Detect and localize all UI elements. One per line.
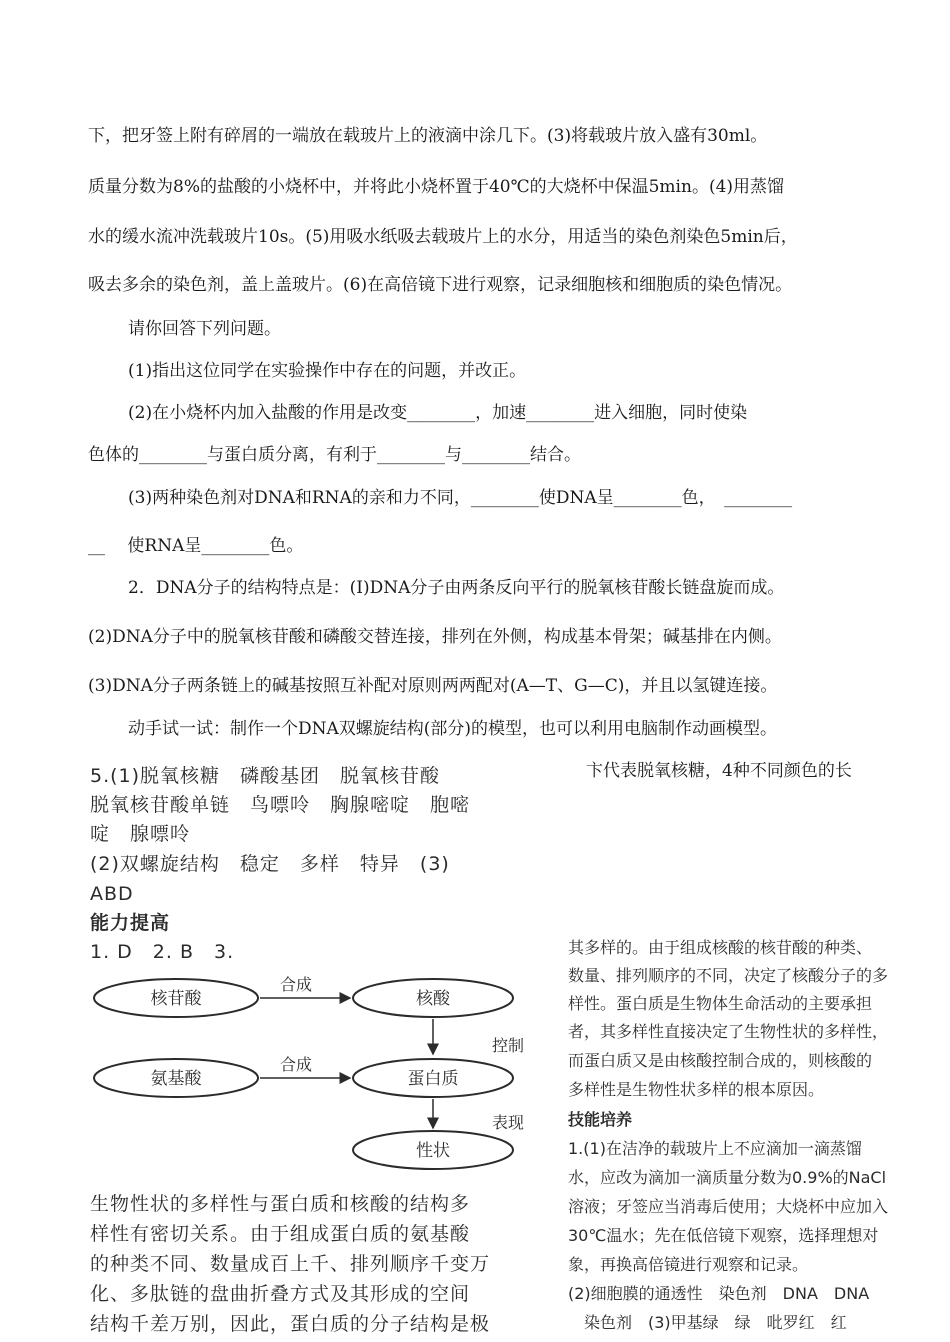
text-line: (3)DNA分子两条链上的碱基按照互补配对原则两两配对(A—T、G—C)，并且以氢键连接。 xyxy=(88,676,778,696)
answer-line: (2)细胞膜的通透性 染色剂 DNA DNA xyxy=(568,1284,870,1303)
text-line: 吸去多余的染色剂，盖上盖玻片。(6)在高倍镜下进行观察，记录细胞核和细胞质的染色情况。 xyxy=(88,275,793,295)
text-line: 质量分数为8%的盐酸的小烧杯中，并将此小烧杯置于40℃的大烧杯中保温5min。(4)用蒸馏 xyxy=(88,177,785,197)
answer-line: 30℃温水；先在低倍镜下观察，选择理想对 xyxy=(568,1226,879,1245)
label-synth-2: 合成 xyxy=(279,1055,313,1074)
answer-line: 化、多肽链的盘曲折叠方式及其形成的空间 xyxy=(90,1283,471,1305)
section-heading: 能力提高 xyxy=(90,912,171,934)
question-1: (1)指出这位同学在实验操作中存在的问题，并改正。 xyxy=(128,361,527,381)
label-synth-1: 合成 xyxy=(279,975,313,994)
label-control: 控制 xyxy=(491,1036,525,1055)
answer-line: 1. D 2. B 3. xyxy=(90,941,235,963)
text-line: 2．DNA分子的结构特点是：(I)DNA分子由两条反向平行的脱氧核苷酸长链盘旋而成。 xyxy=(128,578,785,598)
answer-line: 的种类不同、数量成百上千、排列顺序千变万 xyxy=(90,1253,491,1275)
question-2-line-1: (2)在小烧杯内加入盐酸的作用是改变________，加速________进入细胞，同时使染 xyxy=(128,403,748,423)
question-3-line-2: __ 使RNA呈________色。 xyxy=(88,536,304,556)
answer-line: 而蛋白质又是由核酸控制合成的，则核酸的 xyxy=(568,1051,873,1070)
answer-line: 样性。蛋白质是生物体生命活动的主要承担 xyxy=(568,994,873,1013)
text-line: 水的缓水流冲洗载玻片10s。(5)用吸水纸吸去载玻片上的水分，用适当的染色剂染色5min后， xyxy=(88,227,798,247)
text-line: 动手试一试：制作一个DNA双螺旋结构(部分)的模型，也可以利用电脑制作动画模型。 xyxy=(128,719,778,739)
answer-line: 者，其多样性直接决定了生物性状的多样性， xyxy=(568,1022,889,1041)
answer-line: 水，应改为滴加一滴质量分数为0.9%的NaCl xyxy=(568,1168,887,1187)
text-line: 请你回答下列问题。 xyxy=(128,319,281,339)
node-trait-label: 性状 xyxy=(416,1141,450,1161)
node-nucleotide-label: 核苷酸 xyxy=(150,989,202,1009)
answer-line: 啶 腺嘌呤 xyxy=(90,823,191,845)
question-3-line-1: (3)两种染色剂对DNA和RNA的亲和力不同，________使DNA呈________色， ________ xyxy=(128,488,793,508)
text-line: (2)DNA分子中的脱氧核苷酸和磷酸交替连接，排列在外侧，构成基本骨架；碱基排在内侧。 xyxy=(88,627,782,647)
answer-line: ABD xyxy=(90,883,134,905)
answer-line: (2)双螺旋结构 稳定 多样 特异 (3) xyxy=(90,853,450,875)
answer-line: 染色剂 (3)甲基绿 绿 吡罗红 红 xyxy=(568,1313,847,1332)
answer-line: 其多样的。由于组成核酸的核苷酸的种类、 xyxy=(568,938,873,957)
answer-line: 溶液；牙签应当消毒后使用；大烧杯中应加入 xyxy=(568,1197,889,1216)
node-amino-acid-label: 氨基酸 xyxy=(150,1069,202,1089)
answer-line: 结构千差万别，因此，蛋白质的分子结构是极 xyxy=(90,1313,491,1335)
answer-line: 多样性是生物性状多样的根本原因。 xyxy=(568,1080,825,1099)
node-nucleic-acid-label: 核酸 xyxy=(416,989,450,1009)
answer-line: 5.(1)脱氧核糖 磷酸基团 脱氧核苷酸 xyxy=(90,765,441,787)
answer-line: 样性有密切关系。由于组成蛋白质的氨基酸 xyxy=(90,1223,471,1245)
answer-line: 数量、排列顺序的不同，决定了核酸分子的多 xyxy=(568,966,889,985)
answer-line: 1.(1)在洁净的载玻片上不应滴加一滴蒸馏 xyxy=(568,1139,862,1158)
label-express: 表现 xyxy=(491,1113,525,1132)
node-protein-label: 蛋白质 xyxy=(407,1069,459,1089)
answer-line: 脱氧核苷酸单链 鸟嘌呤 胸腺嘧啶 胞嘧 xyxy=(90,794,471,816)
flow-diagram xyxy=(88,970,558,1180)
section-heading: 技能培养 xyxy=(568,1110,633,1129)
answer-line: 生物性状的多样性与蛋白质和核酸的结构多 xyxy=(90,1193,471,1215)
question-2-line-2: 色体的________与蛋白质分离，有利于________与________结合。 xyxy=(88,445,581,465)
text-line: 下，把牙签上附有碎屑的一端放在载玻片上的液滴中涂几下。(3)将载玻片放入盛有30ml。 xyxy=(88,126,768,146)
answer-line: 象，再换高倍镜进行观察和记录。 xyxy=(568,1255,809,1274)
text-fragment: 卞代表脱氧核糖，4种不同颜色的长 xyxy=(586,761,852,781)
